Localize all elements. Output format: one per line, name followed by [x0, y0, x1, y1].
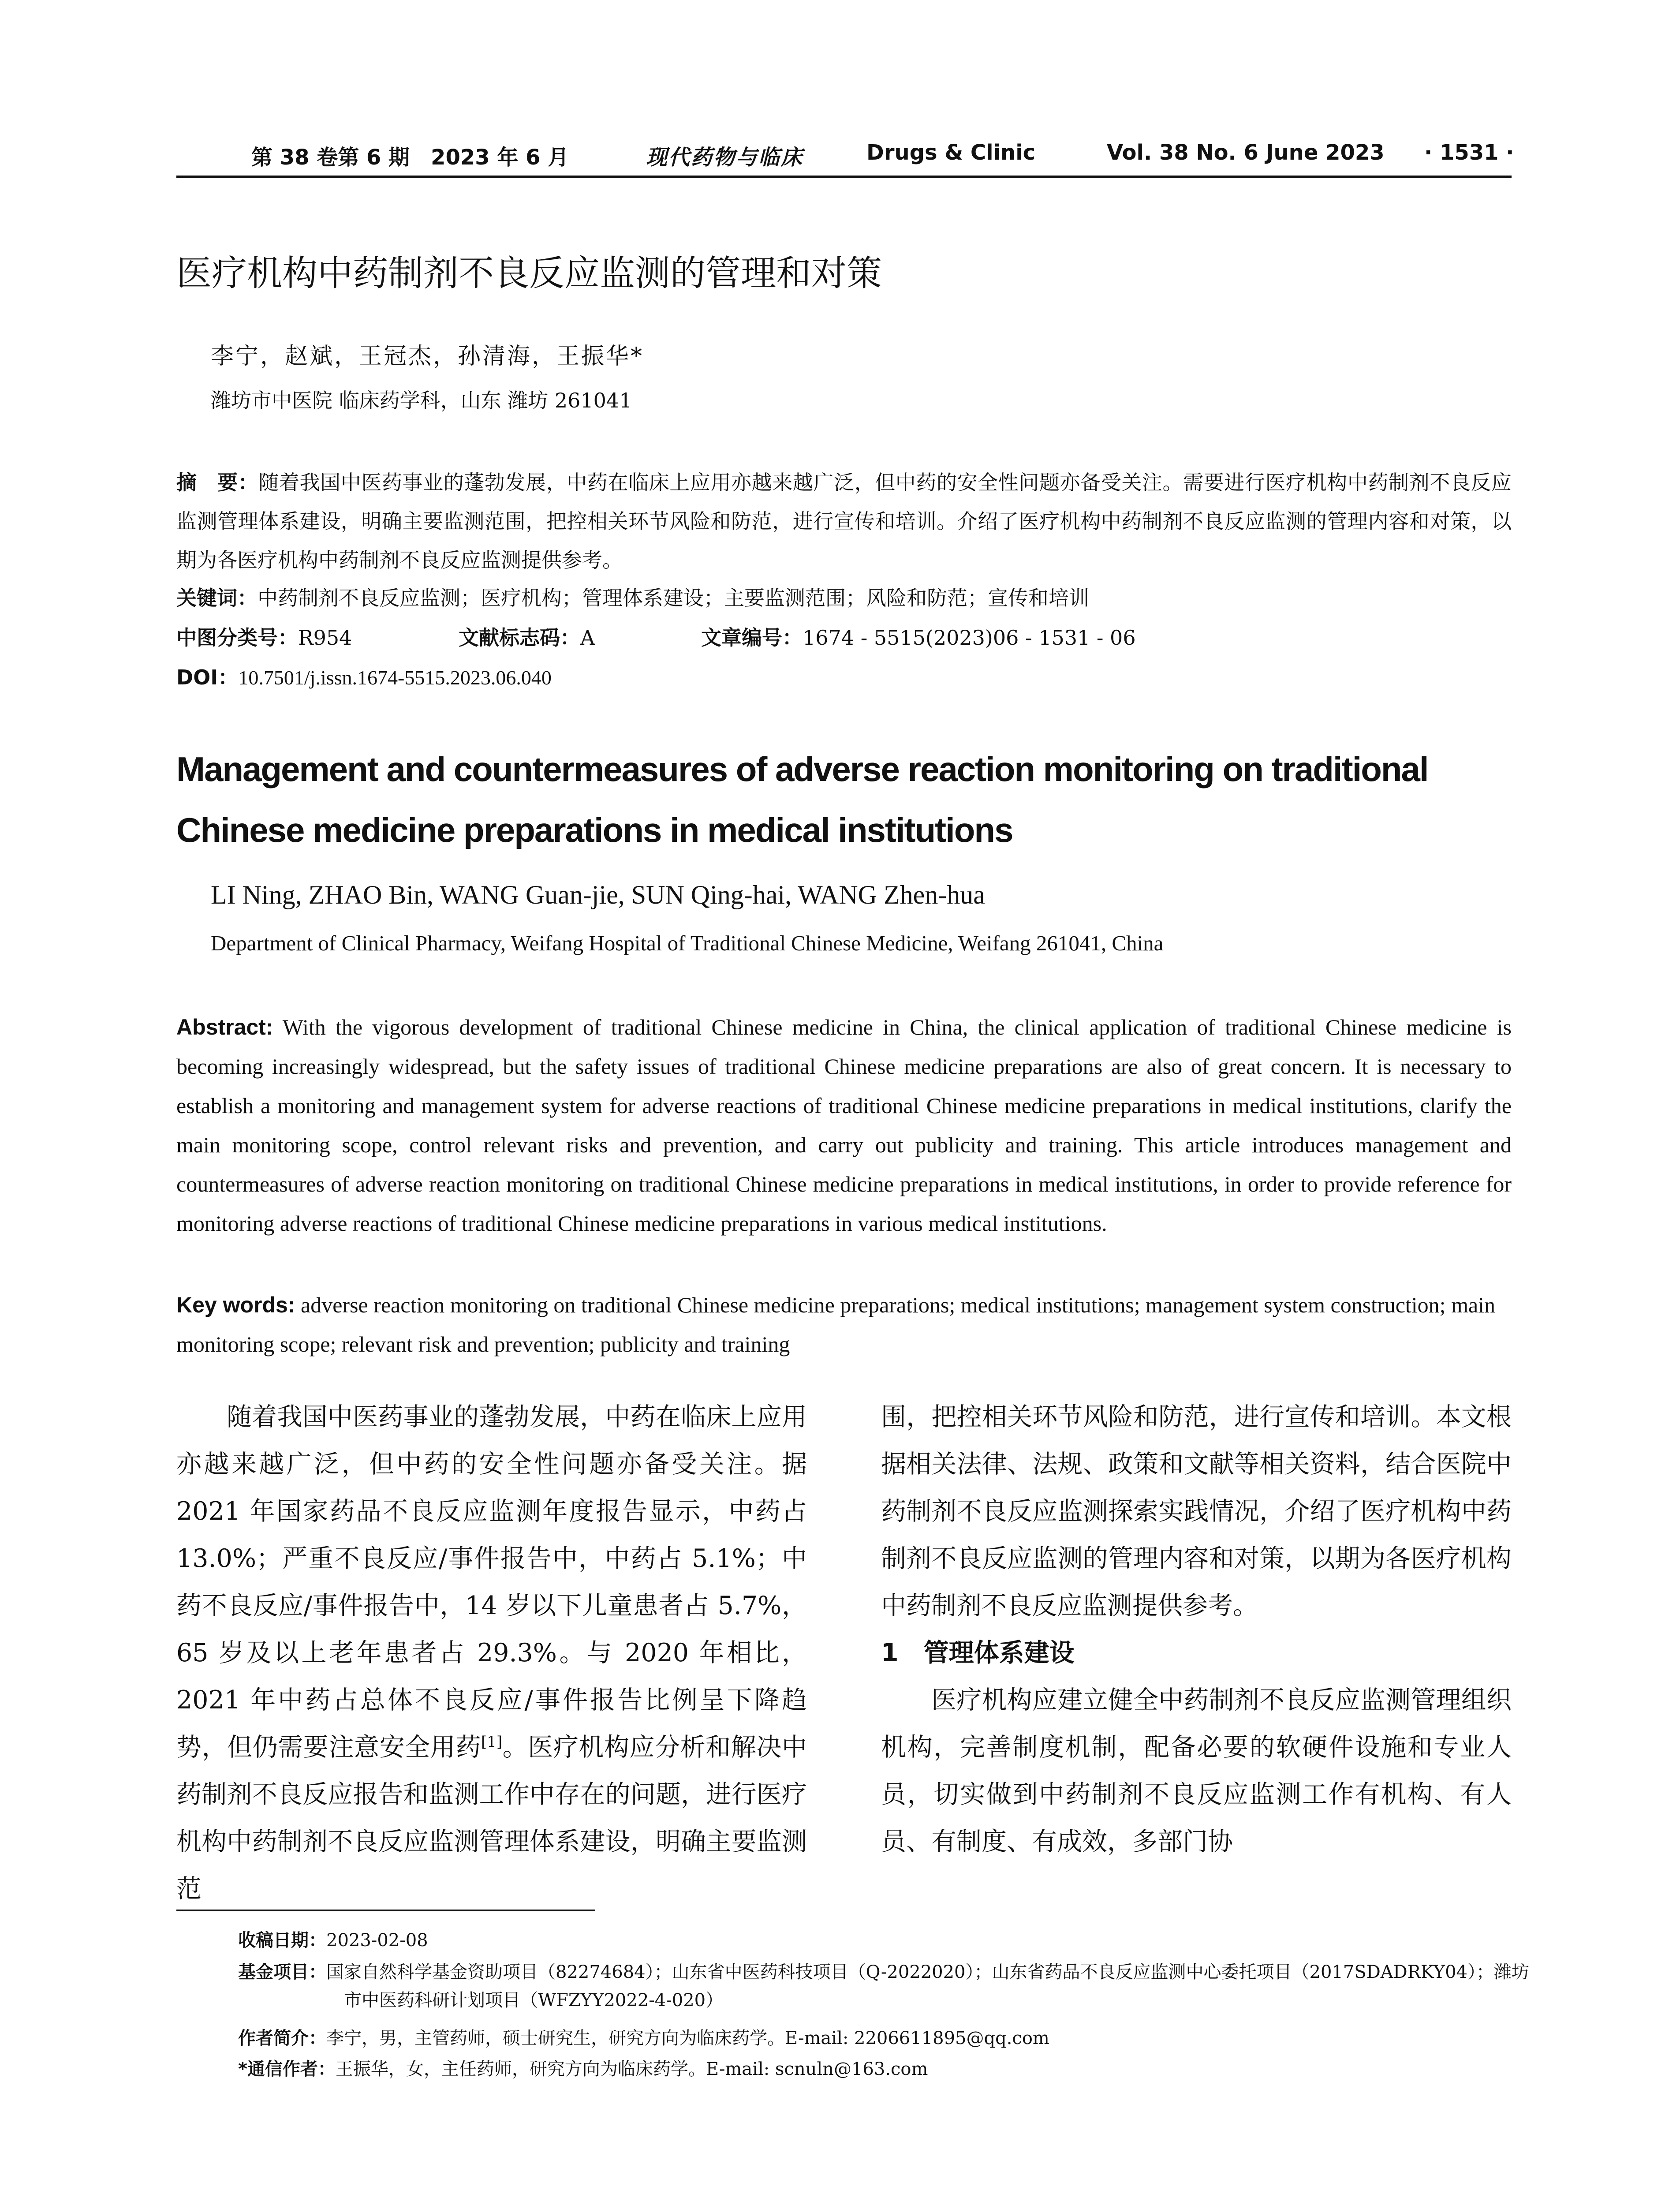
clc-value: R954 — [298, 626, 352, 650]
received-date: 2023-02-08 — [326, 1930, 428, 1951]
footnote-rule — [176, 1910, 595, 1911]
header-journal-cn: 现代药物与临床 — [646, 145, 804, 170]
article-number-value: 1674 - 5515(2023)06 - 1531 - 06 — [803, 626, 1136, 650]
clc-number — [176, 622, 352, 651]
footnote-corresponding — [238, 2055, 1508, 2083]
keywords-cn — [176, 582, 1089, 611]
intro-paragraph — [176, 1394, 807, 1913]
intro-text-part2: 。医疗机构应分析和解决中药制剂不良反应报告和监测工作中存在的问题，进行医疗机构中药制剂不良反应监测管理体系建设，明确主要监测范 — [176, 1733, 807, 1903]
clc-label: 中图分类号： — [176, 626, 298, 650]
article-number — [701, 622, 1136, 651]
keywords-en-label: Key words: — [176, 1293, 295, 1317]
body-column-right — [881, 1394, 1512, 1865]
fund-label: 基金项目： — [238, 1962, 326, 1982]
abstract-en-label: Abstract: — [176, 1015, 273, 1039]
abstract-cn — [176, 463, 1512, 579]
affiliation-cn: 潍坊市中医院 临床药学科，山东 潍坊 261041 — [211, 389, 632, 412]
section-1-heading: 1 管理体系建设 — [881, 1638, 1075, 1667]
header-page-number: · 1531 · — [1424, 140, 1514, 165]
document-code-label: 文献标志码： — [459, 626, 580, 650]
header-rule — [176, 176, 1512, 178]
keywords-cn-label: 关键词： — [176, 586, 258, 610]
article-title-cn: 医疗机构中药制剂不良反应监测的管理和对策 — [176, 253, 882, 294]
author-bio-text: 李宁，男，主管药师，硕士研究生，研究方向为临床药学。E-mail: 2206611895@qq.com — [326, 2028, 1049, 2048]
corresponding-text: 王振华，女，主任药师，研究方向为临床药学。E-mail: scnuln@163.com — [335, 2059, 928, 2079]
corresponding-label: *通信作者： — [238, 2059, 336, 2079]
header-journal-en: Drugs & Clinic — [866, 140, 1036, 165]
document-code — [459, 622, 595, 651]
author-bio-label: 作者简介： — [238, 2028, 326, 2048]
abstract-cn-text: 随着我国中医药事业的蓬勃发展，中药在临床上应用亦越来越广泛，但中药的安全性问题亦备受关注。需要进行医疗机构中药制剂不良反应监测管理体系建设，明确主要监测范围，把控相关环节风险和防范，进行宣传和培训。介绍了医疗机构中药制剂不良反应监测的管理内容和对策，以期为各医疗机构中药制剂不良反应监测提供参考。 — [176, 471, 1512, 572]
keywords-en-text: adverse reaction monitoring on traditional Chinese medicine preparations; medical institutions; management system construction; main monitoring scope; relevant risk and prevention; publicity and training — [176, 1293, 1496, 1357]
received-label: 收稿日期： — [238, 1930, 326, 1951]
doi-value[interactable]: 10.7501/j.issn.1674-5515.2023.06.040 — [238, 666, 552, 689]
document-code-value: A — [580, 626, 595, 650]
affiliation-en: Department of Clinical Pharmacy, Weifang Hospital of Traditional Chinese Medicine, Weifang 261041, China — [211, 931, 1164, 955]
keywords-cn-text: 中药制剂不良反应监测；医疗机构；管理体系建设；主要监测范围；风险和防范；宣传和培训 — [258, 586, 1089, 610]
footnote-fund — [238, 1958, 1534, 2014]
abstract-en — [176, 1008, 1512, 1243]
header-issue-en: Vol. 38 No. 6 June 2023 — [1107, 140, 1385, 165]
body-column-left — [176, 1394, 807, 1913]
intro-continued-paragraph: 围，把控相关环节风险和防范，进行宣传和培训。本文根据相关法律、法规、政策和文献等相关资料，结合医院中药制剂不良反应监测探索实践情况，介绍了医疗机构中药制剂不良反应监测的管理内容和对策，以期为各医疗机构中药制剂不良反应监测提供参考。 — [881, 1402, 1512, 1620]
authors-cn: 李宁，赵斌，王冠杰，孙清海，王振华* — [211, 343, 644, 370]
fund-text: 国家自然科学基金资助项目（82274684）；山东省中医药科技项目（Q-2022020）；山东省药品不良反应监测中心委托项目（2017SDADRKY04）；潍坊市中医药科研计划项目（WFZYY2022-4-020） — [326, 1962, 1529, 2011]
authors-en: LI Ning, ZHAO Bin, WANG Guan-jie, SUN Qing-hai, WANG Zhen-hua — [211, 880, 985, 909]
footnote-author — [238, 2024, 1508, 2052]
doi-label: DOI： — [176, 665, 239, 689]
section-1-paragraph: 医疗机构应建立健全中药制剂不良反应监测管理组织机构，完善制度机制，配备必要的软硬件设施和专业人员，切实做到中药制剂不良反应监测工作有机构、有人员、有制度、有成效，多部门协 — [881, 1686, 1512, 1856]
article-title-en: Management and countermeasures of adverse reaction monitoring on traditional Chinese medicine preparations in medical institutions — [176, 750, 1428, 849]
intro-text-part1: 随着我国中医药事业的蓬勃发展，中药在临床上应用亦越来越广泛，但中药的安全性问题亦备受关注。据 2021 年国家药品不良反应监测年度报告显示，中药占 13.0%；严重不良反应/事件报告中，中药占 5.1%；中药不良反应/事件报告中，14 岁以下儿童患者占 5.7%，65 岁及以上老年患者占 29.3%。与 2020 年相比，2021 年中药占总体不良反应/事件报告比例呈下降趋势，但仍需要注意安全用药 — [176, 1402, 807, 1762]
abstract-cn-label: 摘 要： — [176, 471, 259, 494]
doi — [176, 662, 552, 691]
reference-1[interactable]: [1] — [481, 1733, 503, 1751]
article-number-label: 文章编号： — [701, 626, 803, 650]
keywords-en — [176, 1286, 1512, 1364]
footnote-received — [238, 1926, 1508, 1955]
header-issue-cn: 第 38 卷第 6 期 2023 年 6 月 — [251, 145, 569, 170]
abstract-en-text: With the vigorous development of traditional Chinese medicine in China, the clinical application of traditional Chinese medicine is becoming increasingly widespread, but the safety issues of traditional Chinese medicine preparations are also of great concern. It is necessary to establish a monitoring and management system for adverse reactions of traditional Chinese medicine preparations in medical institutions, clarify the main monitoring scope, control relevant risks and prevention, and carry out publicity and training. This article introduces management and countermeasures of adverse reaction monitoring on traditional Chinese medicine preparations in medical institutions, in order to provide reference for monitoring adverse reactions of traditional Chinese medicine preparations in various medical institutions. — [176, 1015, 1512, 1236]
